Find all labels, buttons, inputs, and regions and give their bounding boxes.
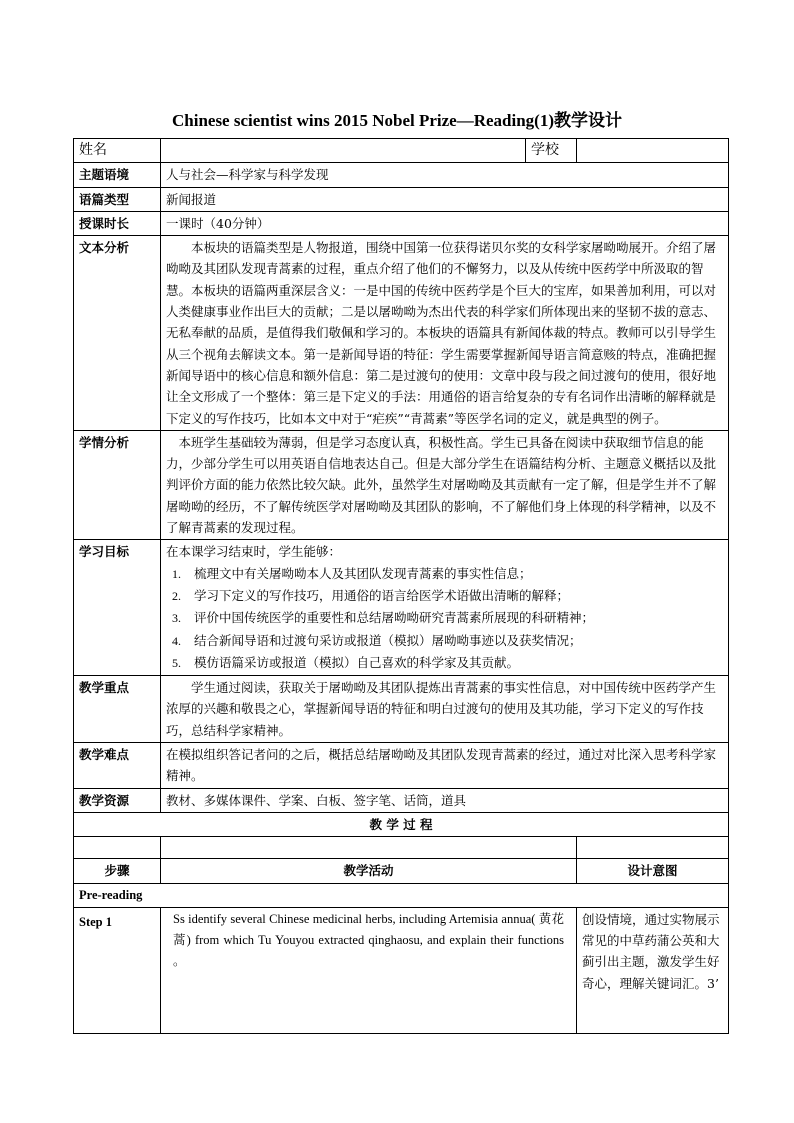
lesson-plan-table xyxy=(73,138,729,1034)
blank-row xyxy=(74,837,729,859)
theme-label: 主题语境 xyxy=(74,163,161,187)
text-analysis-content: 本板块的语篇类型是人物报道，围绕中国第一位获得诺贝尔奖的女科学家屠呦呦展开。介绍了屠呦呦及其团队发现青蒿素的过程，重点介绍了他们的不懈努力，以及从传统中医药学中所汲取的智慧。本板块的语篇两重深层含义：一是中国的传统中医药学是个巨大的宝库，如果善加利用，可以对人类健康事业作出巨大的贡献；二是以屠呦呦为杰出代表的科学家们所体现出来的坚韧不拔的意志、无私奉献的品质，是值得我们敬佩和学习的。本板块的语篇具有新闻体裁的特点。教师可以引导学生从三个视角去解读文本。第一是新闻导语的特征：学生需要掌握新闻导语言简意赅的特点，准确把握新闻导语中的核心信息和额外信息：第二是过渡句的使用：文章中段与段之间过渡句的使用，很好地让全文形成了一个整体：第三是下定义的手法：用通俗的语言给复杂的专有名词作出清晰的解释就是下定义的写作技巧，比如本文中对于“疟疾”“青蒿素”等医学名词的定义，就是典型的例子。 xyxy=(161,236,729,431)
objective-item xyxy=(166,630,723,652)
duration-label: 授课时长 xyxy=(74,211,161,235)
objective-text: 结合新闻导语和过渡句采访或报道（模拟）屠呦呦事迹以及获奖情况； xyxy=(194,632,582,648)
blank-cell xyxy=(577,837,729,859)
objective-text: 学习下定义的写作技巧，用通俗的语言给医学术语做出清晰的解释； xyxy=(194,587,570,603)
objective-item xyxy=(166,563,723,585)
genre-label: 语篇类型 xyxy=(74,187,161,211)
resources-row xyxy=(74,788,729,812)
objective-number: 1. xyxy=(172,566,181,581)
duration-row xyxy=(74,211,729,235)
stage-label: Pre-reading xyxy=(74,883,729,907)
objectives-list xyxy=(166,563,723,674)
blank-cell xyxy=(74,837,161,859)
text-analysis-row xyxy=(74,236,729,431)
genre-row xyxy=(74,187,729,211)
activity-column-header: 教学活动 xyxy=(161,859,577,883)
blank-cell xyxy=(161,837,577,859)
difficulties-row xyxy=(74,743,729,789)
step-label: Step 1 xyxy=(74,907,161,1033)
school-label: 学校 xyxy=(526,139,577,163)
resources-label: 教学资源 xyxy=(74,788,161,812)
column-header-row xyxy=(74,859,729,883)
objective-number: 2. xyxy=(172,588,181,603)
objectives-label: 学习目标 xyxy=(74,540,161,676)
theme-row xyxy=(74,163,729,187)
genre-value: 新闻报道 xyxy=(161,187,729,211)
key-points-content: 学生通过阅读，获取关于屠呦呦及其团队提炼出青蒿素的事实性信息，对中国传统中医药学产生浓厚的兴趣和敬畏之心，掌握新闻导语的特征和明白过渡句的使用及其功能，学习下定义的写作技巧，总结科学家精神。 xyxy=(161,676,729,743)
name-value[interactable] xyxy=(161,139,526,163)
objective-item xyxy=(166,585,723,607)
difficulties-content: 在模拟组织答记者问的之后，概括总结屠呦呦及其团队发现青蒿素的经过，通过对比深入思考科学家精神。 xyxy=(161,743,729,789)
resources-content: 教材、多媒体课件、学案、白板、签字笔、话筒，道具 xyxy=(161,788,729,812)
step-column-header: 步骤 xyxy=(74,859,161,883)
school-value[interactable] xyxy=(577,139,729,163)
key-points-row xyxy=(74,676,729,743)
difficulties-label: 教学难点 xyxy=(74,743,161,789)
objective-item xyxy=(166,607,723,629)
step-activity: Ss identify several Chinese medicinal herbs, including Artemisia annua( 黄花蒿) from which Tu Youyou extracted qinghaosu, and explain their functions 。 xyxy=(161,907,577,1033)
student-analysis-row xyxy=(74,430,729,539)
name-school-row xyxy=(74,139,729,163)
step-row xyxy=(74,907,729,1033)
objectives-intro: 在本课学习结束时，学生能够： xyxy=(166,544,342,560)
name-label: 姓名 xyxy=(74,139,161,163)
objective-text: 梳理文中有关屠呦呦本人及其团队发现青蒿素的事实性信息； xyxy=(194,565,532,581)
objective-item xyxy=(166,652,723,674)
duration-value: 一课时（40分钟） xyxy=(161,211,729,235)
stage-row xyxy=(74,883,729,907)
objective-text: 模仿语篇采访或报道（模拟）自己喜欢的科学家及其贡献。 xyxy=(194,654,520,670)
process-heading-row xyxy=(74,812,729,836)
student-analysis-content: 本班学生基础较为薄弱，但是学习态度认真，积极性高。学生已具备在阅读中获取细节信息的能力，少部分学生可以用英语自信地表达自己。但是大部分学生在语篇结构分析、主题意义概括以及批判评价方面的能力依然比较欠缺。此外，虽然学生对屠呦呦及其贡献有一定了解，但是学生并不了解屠呦呦的经历，不了解传统医学对屠呦呦及其团队的影响，不了解他们身上体现的科学精神，以及不了解青蒿素的发现过程。 xyxy=(161,430,729,539)
student-analysis-label: 学情分析 xyxy=(74,430,161,539)
objectives-row xyxy=(74,540,729,676)
objective-number: 3. xyxy=(172,611,181,626)
objectives-content xyxy=(161,540,729,676)
process-heading: 教 学 过 程 xyxy=(74,812,729,836)
key-points-label: 教学重点 xyxy=(74,676,161,743)
objective-number: 5. xyxy=(172,655,181,670)
theme-value: 人与社会—科学家与科学发现 xyxy=(161,163,729,187)
objective-text: 评价中国传统医学的重要性和总结屠呦呦研究青蒿素所展现的科研精神； xyxy=(194,610,595,626)
objective-number: 4. xyxy=(172,633,181,648)
text-analysis-label: 文本分析 xyxy=(74,236,161,431)
document-title: Chinese scientist wins 2015 Nobel Prize—Reading(1)教学设计 xyxy=(171,111,622,130)
step-design-intent: 创设情境，通过实物展示常见的中草药蒲公英和大蓟引出主题，激发学生好奇心，理解关键词汇。3’ xyxy=(577,907,729,1033)
design-column-header: 设计意图 xyxy=(577,859,729,883)
